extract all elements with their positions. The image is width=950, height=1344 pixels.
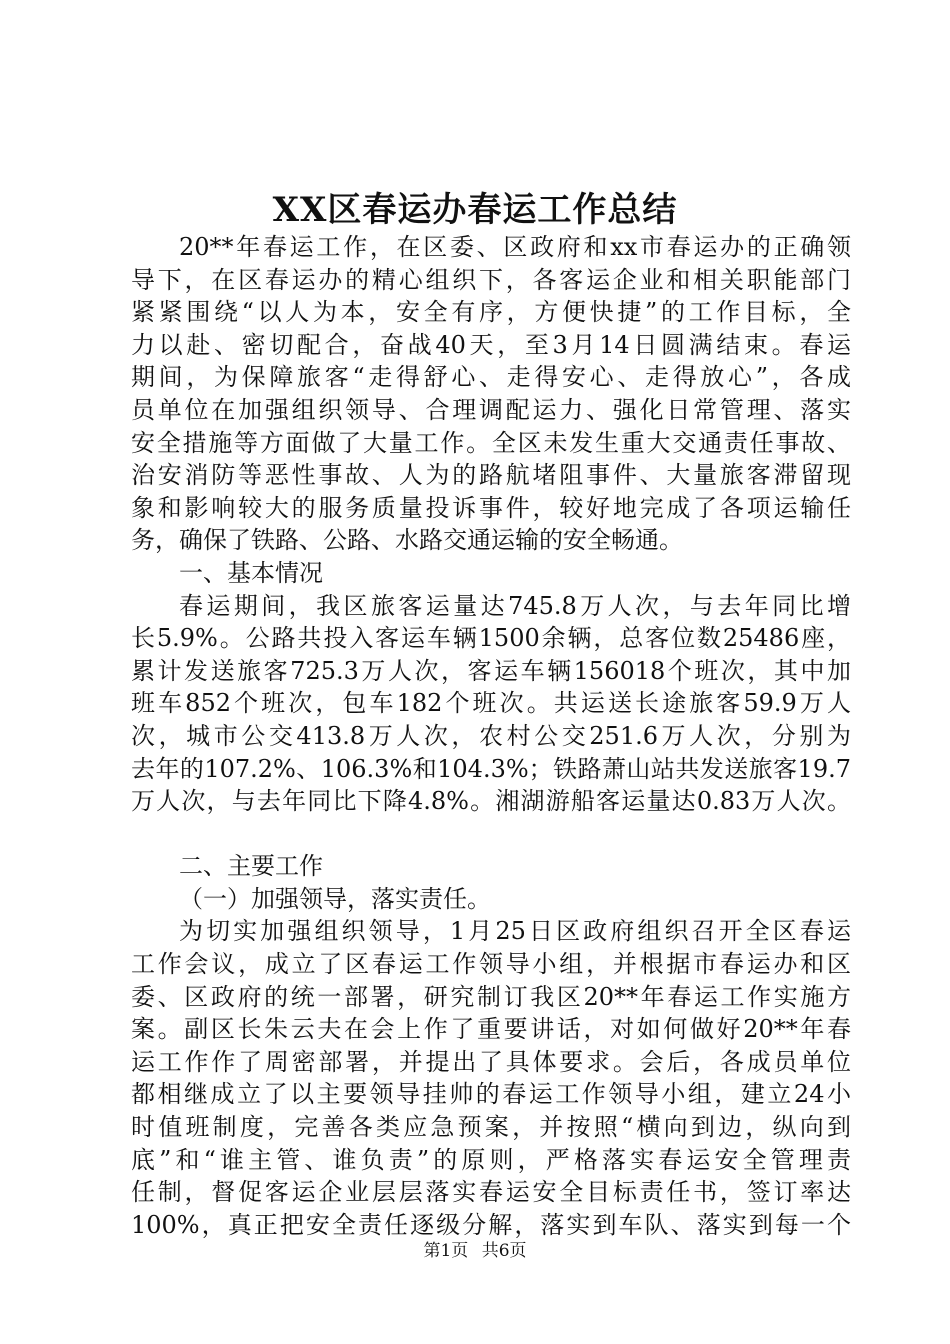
- basic-paragraph: [131, 590, 851, 818]
- text-line: 班车852个班次，包车182个班次。共运送长途旅客59.9万人: [131, 689, 851, 718]
- text-line: 期间，为保障旅客“走得舒心、走得安心、走得放心”，各成: [131, 363, 851, 392]
- text-line: 长5.9%。公路共投入客运车辆1500余辆，总客位数25486座，: [131, 624, 851, 653]
- text-line: 20**年春运工作，在区委、区政府和xx市春运办的正确领: [179, 233, 851, 261]
- subsection-heading: （一）加强领导，落实责任。: [179, 884, 491, 913]
- page-title: XX区春运办春运工作总结: [272, 190, 678, 230]
- text-line: 安全措施等方面做了大量工作。全区未发生重大交通责任事故、: [131, 428, 851, 457]
- text-line: 工作会议，成立了区春运工作领导小组，并根据市春运办和区: [131, 950, 851, 979]
- text-line: 底”和“谁主管、谁负责”的原则，严格落实春运安全管理责: [131, 1145, 851, 1174]
- page-footer: [0, 1239, 950, 1263]
- text-line: 累计发送旅客725.3万人次，客运车辆156018个班次，其中加: [131, 656, 851, 685]
- document-body: [131, 231, 851, 1241]
- text-line: 运工作作了周密部署，并提出了具体要求。会后，各成员单位: [131, 1047, 851, 1076]
- text-line: 务，确保了铁路、公路、水路交通运输的安全畅通。: [131, 526, 683, 555]
- text-line: 时值班制度，完善各类应急预案，并按照“横向到边，纵向到: [131, 1113, 851, 1142]
- text-line: 春运期间，我区旅客运量达745.8万人次，与去年同比增: [179, 591, 851, 620]
- paragraph-spacer: [131, 818, 851, 851]
- text-line: 治安消防等恶性事故、人为的路航堵阻事件、大量旅客滞留现: [131, 461, 851, 490]
- intro-paragraph: [131, 231, 851, 557]
- page-number: 第1页: [423, 1241, 469, 1261]
- work-paragraph: [131, 915, 851, 1241]
- text-line: 去年的107.2%、106.3%和104.3%；铁路萧山站共发送旅客19.7: [131, 754, 851, 783]
- text-line: 案。副区长朱云夫在会上作了重要讲话，对如何做好20**年春: [131, 1015, 851, 1044]
- section-heading-main-work: 二、主要工作: [179, 852, 323, 881]
- text-line: 100%，真正把安全责任逐级分解，落实到车队、落实到每一个: [131, 1210, 851, 1239]
- text-line: 次，城市公交413.8万人次，农村公交251.6万人次，分别为: [131, 721, 851, 750]
- page-total: 共6页: [481, 1241, 527, 1261]
- text-line: 委、区政府的统一部署，研究制订我区20**年春运工作实施方: [131, 982, 851, 1011]
- text-line: 紧紧围绕“以人为本，安全有序，方便快捷”的工作目标，全: [131, 298, 851, 327]
- text-line: 都相继成立了以主要领导挂帅的春运工作领导小组，建立24小: [131, 1080, 851, 1109]
- text-line: 万人次，与去年同比下降4.8%。湘湖游船客运量达0.83万人次。: [131, 787, 851, 816]
- text-line: 象和影响较大的服务质量投诉事件，较好地完成了各项运输任: [131, 493, 851, 522]
- text-line: 员单位在加强组织领导、合理调配运力、强化日常管理、落实: [131, 395, 851, 424]
- text-line: 为切实加强组织领导，1月25日区政府组织召开全区春运: [179, 917, 851, 946]
- text-line: 力以赴、密切配合，奋战40天，至3月14日圆满结束。春运: [131, 330, 851, 359]
- text-line: 任制，督促客运企业层层落实春运安全目标责任书，签订率达: [131, 1178, 851, 1207]
- section-heading-basic: 一、基本情况: [179, 558, 323, 587]
- text-line: 导下，在区春运办的精心组织下，各客运企业和相关职能部门: [131, 265, 851, 294]
